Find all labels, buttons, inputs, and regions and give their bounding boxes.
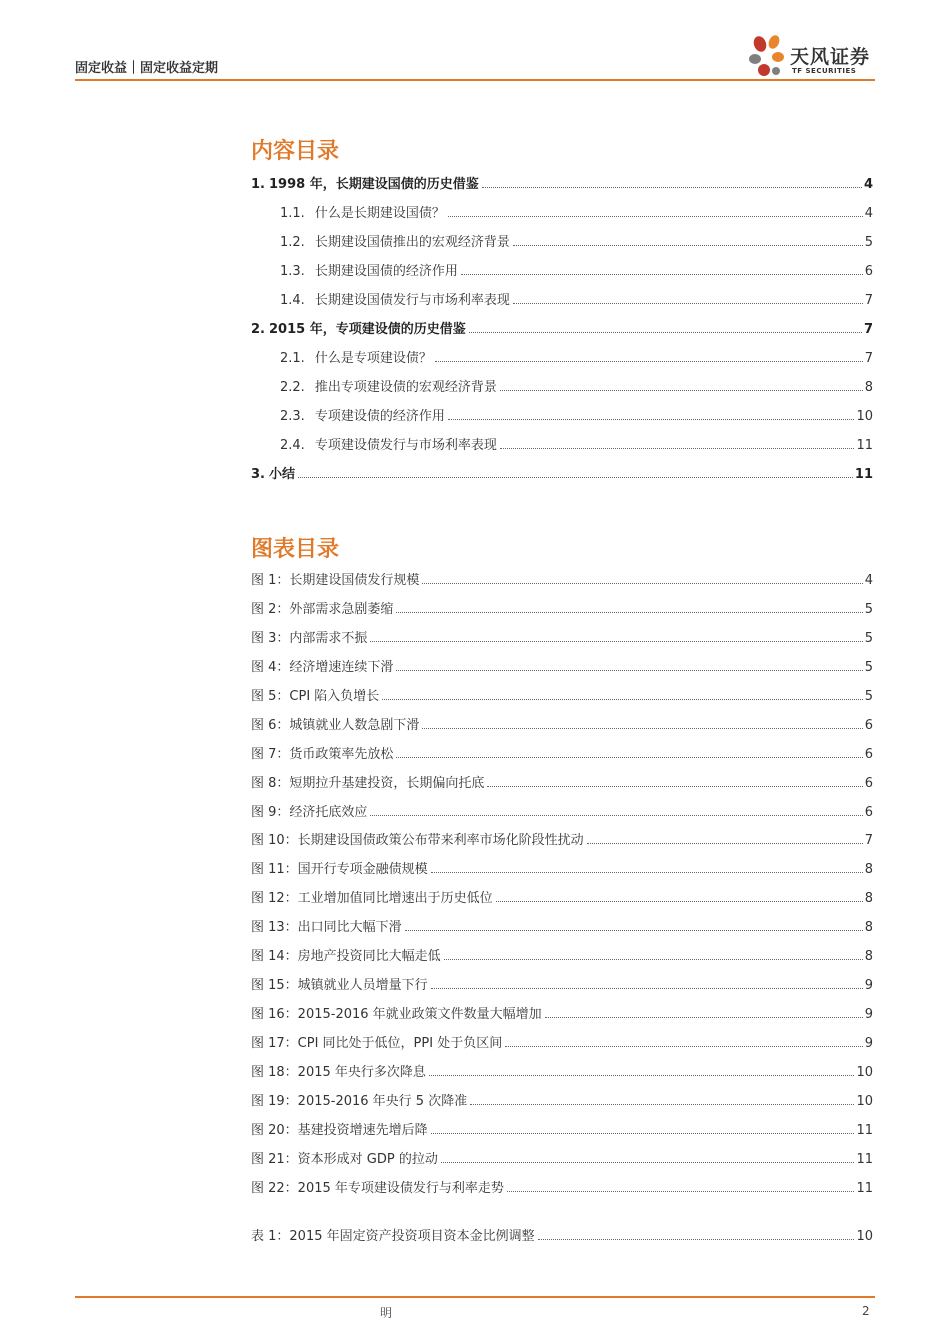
dot-leader <box>496 901 863 902</box>
contents-title: 内容目录 <box>251 139 340 164</box>
toc-entry[interactable] <box>251 460 873 489</box>
toc-entry-title: 什么是长期建设国债？ <box>314 206 445 221</box>
figure-entry[interactable] <box>251 1001 873 1030</box>
figure-entry-title: 图 13：出口同比大幅下滑 <box>251 920 402 936</box>
dot-leader <box>505 1046 863 1047</box>
figure-entry-title: 图 5：CPI 陷入负增长 <box>251 688 380 704</box>
figure-entry-page: 11 <box>856 1151 873 1167</box>
toc-entry[interactable] <box>251 315 873 344</box>
document-section-label: 固定收益｜固定收益定期 <box>75 61 219 76</box>
figure-entry-page: 8 <box>864 891 873 907</box>
toc-entry-page: 7 <box>864 293 873 308</box>
figure-entry-page: 8 <box>864 920 873 936</box>
toc-entry-title: 长期建设国债发行与市场利率表现 <box>314 293 510 308</box>
figure-entry-title: 图 3：内部需求不振 <box>251 630 368 646</box>
toc-entry-number: 1.2. <box>280 235 305 250</box>
figure-entry-title: 图 22：2015 年专项建设债发行与利率走势 <box>251 1180 504 1196</box>
figure-entry[interactable] <box>251 1030 873 1059</box>
flower-logo-icon <box>745 30 790 80</box>
figure-entry[interactable] <box>251 712 873 741</box>
dot-leader <box>382 699 862 700</box>
figure-entry-page: 8 <box>864 862 873 878</box>
figure-entry-title: 图 10：长期建设国债政策公布带来利率市场化阶段性扰动 <box>251 833 584 849</box>
toc-entry[interactable] <box>251 257 873 286</box>
figure-entry[interactable] <box>251 596 873 625</box>
toc-entry-title: 2015 年，专项建设债的历史借鉴 <box>268 322 466 337</box>
toc-entry-number: 1.3. <box>280 264 305 279</box>
dot-leader <box>513 245 863 246</box>
figure-entry-page: 7 <box>864 833 873 849</box>
dot-leader <box>444 959 863 960</box>
toc-entry[interactable] <box>251 170 873 199</box>
dot-leader <box>396 670 862 671</box>
dot-leader <box>370 815 862 816</box>
figure-entry-title: 图 1：长期建设国债发行规模 <box>251 573 420 588</box>
dot-leader <box>482 187 862 188</box>
figure-entry-page: 5 <box>864 659 873 675</box>
toc-entry-page: 5 <box>864 235 873 250</box>
figure-entry[interactable] <box>251 972 873 1001</box>
figure-entry-page: 6 <box>864 775 873 791</box>
figure-entry[interactable] <box>251 683 873 712</box>
figure-entry-title: 图 19：2015-2016 年央行 5 次降准 <box>251 1093 468 1109</box>
toc-entry-page: 7 <box>863 322 873 337</box>
toc-entry-title: 推出专项建设债的宏观经济背景 <box>314 380 497 395</box>
figure-entry-title: 图 18：2015 年央行多次降息 <box>251 1064 426 1080</box>
toc-entry-page: 8 <box>864 380 873 395</box>
figure-entry-page: 11 <box>856 1122 873 1138</box>
figure-entry[interactable] <box>251 1146 873 1175</box>
dot-leader <box>513 303 863 304</box>
figure-entry-page: 10 <box>856 1093 873 1109</box>
table-entry[interactable] <box>251 1223 873 1252</box>
dot-leader <box>487 786 862 787</box>
toc-entry-page: 4 <box>863 177 873 192</box>
figure-entry[interactable] <box>251 654 873 683</box>
figure-entry[interactable] <box>251 625 873 654</box>
dot-leader <box>422 728 862 729</box>
figures-list <box>251 567 873 1204</box>
figure-entry-title: 图 15：城镇就业人员增量下行 <box>251 978 428 994</box>
dot-leader <box>298 477 853 478</box>
dot-leader <box>429 1075 855 1076</box>
toc-entry-title: 什么是专项建设债？ <box>314 351 432 366</box>
toc-entry-number: 3. <box>251 467 265 482</box>
toc-entry-number: 2.4. <box>280 438 305 453</box>
figure-entry-page: 9 <box>864 1007 873 1023</box>
toc-entry-number: 2.3. <box>280 409 305 424</box>
figure-entry-title: 图 4：经济增速连续下滑 <box>251 659 394 675</box>
toc-entry-page: 11 <box>854 467 873 482</box>
dot-leader <box>469 332 862 333</box>
toc-entry-number: 2.1. <box>280 351 305 366</box>
figure-entry[interactable] <box>251 799 873 828</box>
toc-entry[interactable] <box>251 228 873 257</box>
company-logo <box>745 30 880 80</box>
dot-leader <box>431 872 863 873</box>
figure-entry-title: 图 11：国开行专项金融债规模 <box>251 862 428 878</box>
toc-entry-page: 4 <box>864 206 873 221</box>
figure-entry-title: 图 12：工业增加值同比增速出于历史低位 <box>251 891 493 907</box>
figure-entry-page: 6 <box>864 717 873 733</box>
figure-entry[interactable] <box>251 1059 873 1088</box>
toc-entry-number: 1. <box>251 177 265 192</box>
dot-leader <box>470 1104 854 1105</box>
logo-subtitle: TF SECURITIES <box>792 67 857 75</box>
figure-entry-page: 6 <box>864 746 873 762</box>
dot-leader <box>538 1239 855 1240</box>
figure-entry[interactable] <box>251 1117 873 1146</box>
figure-entry-page: 10 <box>856 1064 873 1080</box>
toc-entry-number: 1.4. <box>280 293 305 308</box>
toc-entry-title: 专项建设债发行与市场利率表现 <box>314 438 497 453</box>
figure-entry-page: 5 <box>864 630 873 646</box>
tables-list <box>251 1223 873 1252</box>
table-entry-page: 10 <box>856 1229 873 1244</box>
toc-entry[interactable] <box>251 344 873 373</box>
figure-entry-title: 图 17：CPI 同比处于低位，PPI 处于负区间 <box>251 1036 503 1051</box>
figure-entry[interactable] <box>251 885 873 914</box>
figure-entry-page: 5 <box>864 601 873 617</box>
dot-leader <box>587 843 863 844</box>
toc-entry-title: 专项建设债的经济作用 <box>314 409 445 424</box>
figure-entry[interactable] <box>251 856 873 885</box>
dot-leader <box>405 930 863 931</box>
toc-entry-title: 1998 年，长期建设国债的历史借鉴 <box>268 177 479 192</box>
figure-entry-title: 图 8：短期拉升基建投资，长期偏向托底 <box>251 775 485 791</box>
dot-leader <box>370 641 862 642</box>
figure-entry[interactable] <box>251 567 873 596</box>
figure-entry[interactable] <box>251 741 873 770</box>
toc-entry-number: 2.2. <box>280 380 305 395</box>
toc-entry[interactable] <box>251 199 873 228</box>
logo-name: 天风证券 <box>790 46 871 68</box>
dot-leader <box>545 1017 863 1018</box>
figure-entry[interactable] <box>251 770 873 799</box>
footer-rule <box>75 1296 875 1298</box>
footer-text: 明 <box>380 1306 393 1320</box>
dot-leader <box>422 583 862 584</box>
dot-leader <box>448 216 863 217</box>
figure-entry[interactable] <box>251 943 873 972</box>
figure-entry-page: 8 <box>864 949 873 965</box>
dot-leader <box>500 390 863 391</box>
figure-entry-page: 5 <box>864 688 873 704</box>
toc-entry-page: 10 <box>856 409 873 424</box>
figure-entry-title: 图 2：外部需求急剧萎缩 <box>251 601 394 617</box>
page-number: 2 <box>862 1304 870 1318</box>
dot-leader <box>441 1162 855 1163</box>
figure-entry-title: 图 16：2015-2016 年就业政策文件数量大幅增加 <box>251 1007 542 1023</box>
toc-entry-page: 6 <box>864 264 873 279</box>
figure-entry-page: 6 <box>864 804 873 820</box>
figure-entry[interactable] <box>251 1088 873 1117</box>
figures-title: 图表目录 <box>251 537 340 562</box>
toc-entry[interactable] <box>251 286 873 315</box>
dot-leader <box>507 1191 855 1192</box>
toc-entry-page: 7 <box>864 351 873 366</box>
toc-entry-title: 小结 <box>268 467 295 482</box>
toc-entry-title: 长期建设国债的经济作用 <box>314 264 458 279</box>
toc-entry[interactable] <box>251 402 873 431</box>
figure-entry[interactable] <box>251 914 873 943</box>
toc-entry-page: 11 <box>856 438 873 453</box>
figure-entry[interactable] <box>251 1175 873 1204</box>
figure-entry-title: 图 21：资本形成对 GDP 的拉动 <box>251 1151 438 1167</box>
toc-entry[interactable] <box>251 373 873 402</box>
contents-list <box>251 170 873 489</box>
figure-entry-title: 图 20：基建投资增速先增后降 <box>251 1122 428 1138</box>
figure-entry-page: 9 <box>864 978 873 994</box>
figure-entry-page: 9 <box>864 1036 873 1051</box>
toc-entry-title: 长期建设国债推出的宏观经济背景 <box>314 235 510 250</box>
toc-entry-number: 2. <box>251 322 265 337</box>
table-entry-title: 表 1：2015 年固定资产投资项目资本金比例调整 <box>251 1229 535 1244</box>
dot-leader <box>435 361 863 362</box>
dot-leader <box>431 988 863 989</box>
toc-entry[interactable] <box>251 431 873 460</box>
figure-entry-title: 图 14：房地产投资同比大幅走低 <box>251 949 441 965</box>
dot-leader <box>396 757 862 758</box>
dot-leader <box>448 419 855 420</box>
figure-entry-title: 图 9：经济托底效应 <box>251 804 368 820</box>
figure-entry-title: 图 7：货币政策率先放松 <box>251 746 394 762</box>
dot-leader <box>461 274 863 275</box>
dot-leader <box>500 448 855 449</box>
dot-leader <box>431 1133 855 1134</box>
figure-entry-title: 图 6：城镇就业人数急剧下滑 <box>251 717 420 733</box>
figure-entry[interactable] <box>251 827 873 856</box>
figure-entry-page: 4 <box>864 573 873 588</box>
dot-leader <box>396 612 862 613</box>
figure-entry-page: 11 <box>856 1180 873 1196</box>
toc-entry-number: 1.1. <box>280 206 305 221</box>
